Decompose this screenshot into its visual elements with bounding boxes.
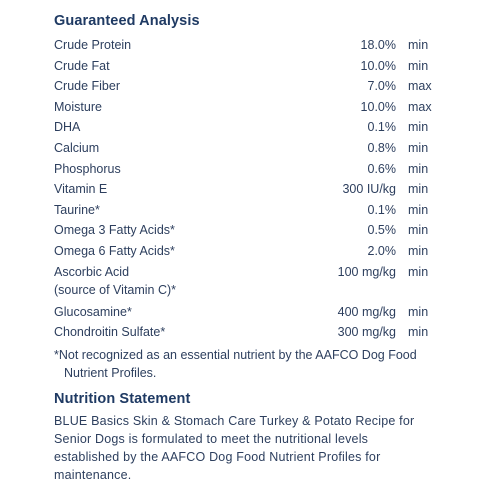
analysis-table [54,35,440,343]
statement-line: established by the AAFCO Dog Food Nutrient Profiles for [54,450,381,464]
nutrient-value: 100 mg/kg [337,264,396,279]
nutrient-name: Phosphorus [54,161,121,176]
analysis-row [54,159,440,180]
analysis-row [54,200,440,221]
nutrient-name: Omega 6 Fatty Acids* [54,243,175,258]
analysis-row [54,262,440,302]
nutrient-value: 7.0% [367,79,396,94]
nutrient-qualifier: min [408,223,429,238]
statement-line: maintenance. [54,468,132,482]
analysis-row [54,56,440,77]
nutrient-qualifier: min [408,304,429,319]
nutrient-qualifier: min [408,243,429,258]
nutrient-qualifier: min [408,38,429,52]
nutrient-name: Omega 3 Fatty Acids* [54,223,175,238]
nutrient-name-note: (source of Vitamin C)* [54,282,177,297]
nutrient-value: 0.8% [367,140,396,155]
nutrient-name: Chondroitin Sulfate* [54,325,166,340]
nutrient-qualifier: min [408,202,429,217]
nutrient-name: Moisture [54,99,102,114]
nutrient-name: Crude Fiber [54,79,120,94]
nutrient-qualifier: min [408,58,429,73]
nutrient-name: DHA [54,120,81,135]
nutrient-qualifier: min [408,182,429,197]
nutrient-qualifier: max [408,99,432,114]
footnote-line: Nutrient Profiles. [64,366,157,380]
analysis-row [54,322,440,343]
analysis-row [54,241,440,262]
nutrient-qualifier: min [408,161,429,176]
nutrient-value: 0.1% [367,202,396,217]
nutrition-statement-text [54,412,454,484]
nutrient-value: 18.0% [360,38,396,52]
nutrient-name: Calcium [54,140,100,155]
nutrient-value: 300 mg/kg [337,325,396,340]
nutrient-value: 10.0% [360,99,396,114]
statement-line: Senior Dogs is formulated to meet the nutritional levels [54,432,369,446]
footnote-line: *Not recognized as an essential nutrient by the AAFCO Dog Food [54,348,417,362]
nutrient-name: Vitamin E [54,182,108,197]
analysis-row [54,179,440,200]
guaranteed-analysis-heading: Guaranteed Analysis [54,13,200,29]
nutrient-value: 10.0% [360,58,396,73]
nutrient-value: 400 mg/kg [337,304,396,319]
analysis-row [54,76,440,97]
nutrient-name: Taurine* [54,202,100,217]
nutrient-qualifier: min [408,140,429,155]
nutrient-value: 0.1% [367,120,396,135]
nutrient-name: Glucosamine* [54,304,132,319]
nutrient-qualifier: min [408,264,429,279]
analysis-row [54,97,440,118]
analysis-row [54,138,440,159]
nutrient-name: Crude Fat [54,58,110,73]
nutrient-name: Ascorbic Acid [54,264,130,279]
nutrient-qualifier: max [408,79,432,94]
statement-line: BLUE Basics Skin & Stomach Care Turkey & Potato Recipe for [54,414,415,428]
analysis-row [54,35,440,56]
nutrient-value: 0.6% [367,161,396,176]
nutrient-value: 2.0% [367,243,396,258]
nutrient-value: 0.5% [367,223,396,238]
aafco-footnote [54,346,454,382]
nutrition-statement-heading: Nutrition Statement [54,391,191,407]
analysis-row [54,117,440,138]
nutrient-value: 300 IU/kg [342,182,396,197]
nutrition-label [54,0,444,500]
analysis-row [54,220,440,241]
nutrient-qualifier: min [408,120,429,135]
analysis-row [54,302,440,323]
nutrient-name: Crude Protein [54,38,132,52]
nutrient-qualifier: min [408,325,429,340]
